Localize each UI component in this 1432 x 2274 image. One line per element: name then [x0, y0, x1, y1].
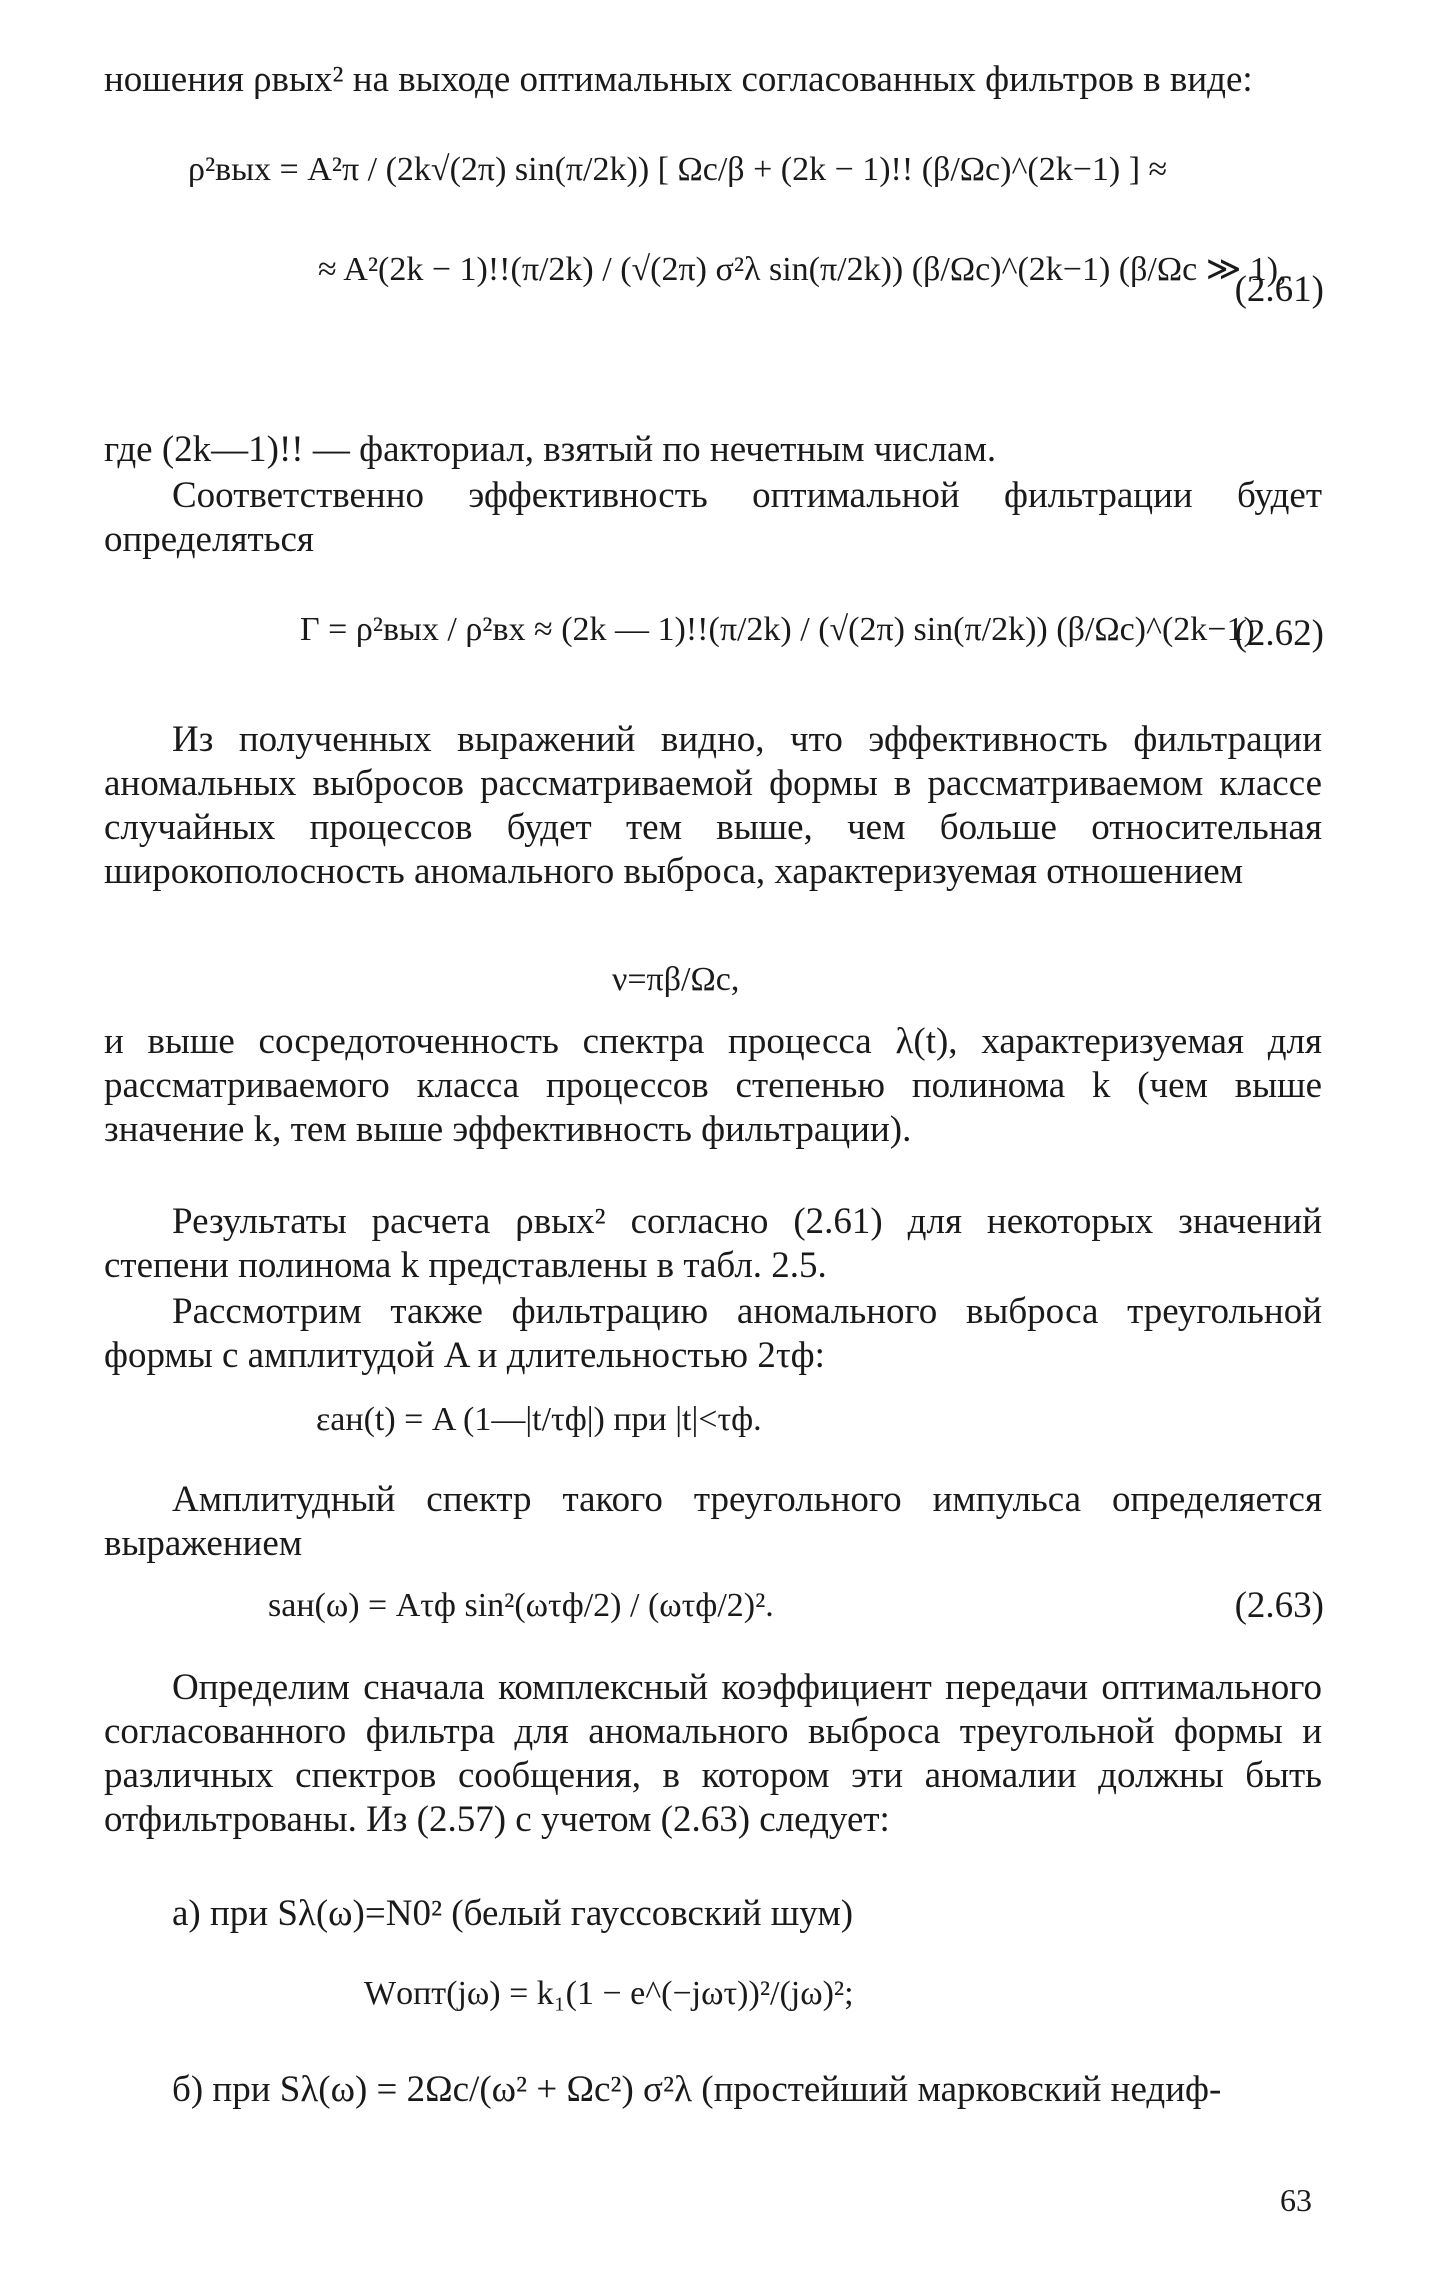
- equation-2-63: sан(ω) = Aτф sin²(ωτф/2) / (ωτф/2)².: [268, 1587, 774, 1624]
- case-a-text: а) при Sλ(ω)=N0² (белый гауссовский шум): [172, 1893, 854, 1934]
- spectrum-paragraph: Амплитудный спектр такого треугольного импульса определяется выражением: [104, 1479, 1322, 1564]
- results-paragraph: Из полученных выражений видно, что эффективность фильтрации аномальных выбросов рассматриваемой формы в рассматриваемом классе случайных процессов будет тем выше, чем больше относительная широкополосность аномального выброса, характеризуемая отношением: [104, 719, 1322, 892]
- triangle-pulse-formula: εан(t) = A (1—|t/τф|) при |t|<τф.: [316, 1401, 762, 1438]
- case-a-formula: Wопт(jω) = k₁(1 − e^(−jωτ))²/(jω)²;: [364, 1975, 854, 2012]
- table-reference-paragraph: Результаты расчета ρвых² согласно (2.61) для некоторых значений степени полинома k представлены в табл. 2.5.: [104, 1201, 1322, 1286]
- factorial-note: где (2k—1)!! — факториал, взятый по нечетным числам.: [104, 429, 997, 470]
- intro-text: ношения ρвых² на выходе оптимальных согласованных фильтров в виде:: [104, 59, 1253, 100]
- efficiency-intro-text: Соответственно эффективность оптимальной фильтрации будет определяться: [104, 475, 1322, 560]
- nu-formula: ν=πβ/Ωc,: [612, 961, 740, 998]
- equation-2-61-line-2: ≈ A²(2k − 1)!!(π/2k) / (√(2π) σ²λ sin(π/2k)) (β/Ωc)^(2k−1) (β/Ωc ≫ 1),: [318, 251, 1287, 288]
- equation-number-2-61: (2.61): [1234, 269, 1324, 310]
- equation-number-2-63: (2.63): [1234, 1585, 1324, 1626]
- case-b-text: б) при Sλ(ω) = 2Ωc/(ω² + Ωc²) σ²λ (простейший марковский недиф-: [172, 2069, 1222, 2110]
- equation-2-61-line-1: ρ²вых = A²π / (2k√(2π) sin(π/2k)) [ Ωc/β + (2k − 1)!! (β/Ωc)^(2k−1) ] ≈: [188, 151, 1168, 188]
- define-paragraph: Определим сначала комплексный коэффициент передачи оптимального согласованного фильтра для аномального выброса треугольной формы и различных спектров сообщения, в котором эти аномалии должны быть отфильтрованы. Из (2.57) с учетом (2.63) следует:: [104, 1667, 1322, 1840]
- triangle-paragraph: Рассмотрим также фильтрацию аномального выброса треугольной формы с амплитудой A и длительностью 2τф:: [104, 1291, 1322, 1376]
- page-number: 63: [1280, 2182, 1312, 2218]
- concentration-paragraph: и выше сосредоточенность спектра процесса λ(t), характеризуемая для рассматриваемого класса процессов степенью полинома k (чем выше значение k, тем выше эффективность фильтрации).: [104, 1021, 1322, 1150]
- equation-number-2-62: (2.62): [1234, 613, 1324, 654]
- equation-2-62: Г = ρ²вых / ρ²вх ≈ (2k — 1)!!(π/2k) / (√(2π) sin(π/2k)) (β/Ωc)^(2k−1): [300, 611, 1255, 648]
